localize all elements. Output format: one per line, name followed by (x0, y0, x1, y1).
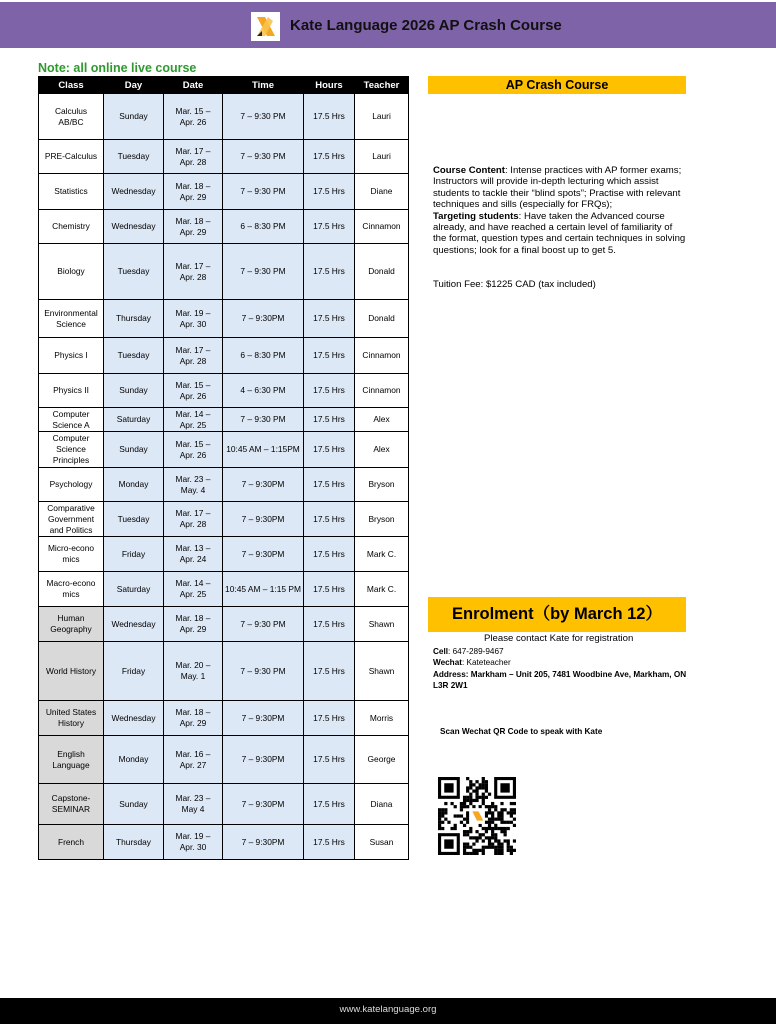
class-cell-line: Language (52, 759, 90, 770)
time-cell: 10:45 AM – 1:15 PM (223, 572, 304, 607)
class-cell-line: PRE-Calculus (44, 151, 98, 161)
class-cell-line: SEMINAR (51, 804, 91, 814)
class-cell-line: Calculus (54, 105, 88, 116)
class-cell-line: Environmental (44, 307, 98, 318)
date-cell-line: Mar. 17 – (175, 145, 211, 156)
header-bar (0, 2, 776, 48)
time-cell: 7 – 9:30 PM (223, 607, 304, 642)
teacher-cell: Donald (355, 300, 409, 338)
table-row (39, 701, 409, 736)
date-cell-line: Mar. 17 – (175, 260, 211, 271)
time-cell: 7 – 9:30 PM (223, 94, 304, 140)
column-header: Teacher (355, 77, 409, 94)
table-row (39, 537, 409, 572)
time-cell: 7 – 9:30PM (223, 537, 304, 572)
contact-instruction: Please contact Kate for registration (484, 633, 634, 644)
date-cell-line: Apr. 24 (179, 554, 207, 564)
address-label: Address (433, 669, 466, 679)
hours-cell: 17.5 Hrs (304, 642, 355, 701)
hours-cell: 17.5 Hrs (304, 537, 355, 572)
hours-cell: 17.5 Hrs (304, 300, 355, 338)
hours-cell: 17.5 Hrs (304, 502, 355, 537)
date-cell-line: Mar. 23 – (175, 793, 211, 803)
class-cell (39, 607, 104, 642)
date-cell-line: Mar. 19 – (175, 831, 211, 841)
day-cell: Tuesday (104, 502, 164, 537)
day-cell: Tuesday (104, 140, 164, 174)
tuition-fee: Tuition Fee: $1225 CAD (tax included) (433, 279, 596, 290)
class-cell-line: History (57, 718, 85, 728)
hours-cell: 17.5 Hrs (304, 338, 355, 374)
address-value: : Markham – Unit 205, 7481 Woodbine Ave, Markham, ON L3R 2W1 (433, 669, 687, 691)
class-cell-line: Micro-econo (47, 543, 95, 553)
address-line (433, 669, 693, 692)
date-cell-line: Mar. 20 – (175, 660, 211, 670)
cell-value: : 647-289-9467 (448, 647, 504, 656)
table-row (39, 210, 409, 244)
date-cell (164, 300, 223, 338)
hours-cell: 17.5 Hrs (304, 174, 355, 210)
teacher-cell: Alex (355, 408, 409, 432)
date-cell-line: Apr. 29 (179, 226, 207, 237)
table-row (39, 468, 409, 502)
table-row (39, 736, 409, 784)
hours-cell: 17.5 Hrs (304, 210, 355, 244)
date-cell (164, 244, 223, 300)
class-cell-line: Science (56, 318, 86, 329)
table-row (39, 94, 409, 140)
date-cell (164, 642, 223, 701)
date-cell-line: Mar. 15 – (175, 105, 211, 116)
date-cell (164, 701, 223, 736)
column-header: Date (164, 77, 223, 94)
day-cell: Sunday (104, 784, 164, 825)
time-cell: 4 – 6:30 PM (223, 374, 304, 408)
class-cell-line: Government (47, 513, 95, 524)
hours-cell: 17.5 Hrs (304, 607, 355, 642)
time-cell: 7 – 9:30PM (223, 300, 304, 338)
teacher-cell: Alex (355, 432, 409, 468)
class-cell (39, 300, 104, 338)
table-row (39, 300, 409, 338)
class-cell (39, 642, 104, 701)
class-cell (39, 140, 104, 174)
class-cell (39, 374, 104, 408)
targeting-label: Targeting students (433, 210, 519, 222)
hours-cell: 17.5 Hrs (304, 736, 355, 784)
class-cell-line: Computer (52, 408, 90, 419)
table-row (39, 338, 409, 374)
table-row (39, 825, 409, 860)
date-cell (164, 374, 223, 408)
day-cell: Wednesday (104, 701, 164, 736)
class-cell-line: Chemistry (52, 221, 90, 231)
date-cell-line: Apr. 25 (179, 589, 207, 599)
class-cell (39, 468, 104, 502)
date-cell-line: Apr. 29 (179, 191, 207, 202)
teacher-cell: Mark C. (355, 537, 409, 572)
class-cell (39, 432, 104, 468)
teacher-cell: Susan (355, 825, 409, 860)
class-cell (39, 502, 104, 537)
date-cell-line: Mar. 18 – (175, 707, 211, 717)
class-cell-line: Geography (50, 624, 92, 634)
date-cell-line: Apr. 25 (179, 419, 207, 430)
time-cell: 10:45 AM – 1:15PM (223, 432, 304, 468)
footer-bar (0, 998, 776, 1024)
table-header-row (39, 77, 409, 94)
class-cell (39, 572, 104, 607)
class-cell-line: mics (62, 589, 80, 599)
table-row (39, 784, 409, 825)
cell-label: Cell (433, 647, 449, 656)
date-cell (164, 736, 223, 784)
hours-cell: 17.5 Hrs (304, 408, 355, 432)
header-title: Kate Language 2026 AP Crash Course (290, 17, 562, 34)
class-cell-line: Statistics (54, 186, 88, 196)
day-cell: Wednesday (104, 174, 164, 210)
class-cell-line: Macro-econo (46, 578, 96, 588)
class-cell-line: Physics II (53, 385, 89, 395)
footer-url[interactable]: www.katelanguage.org (339, 1004, 437, 1015)
class-cell-line: and Politics (49, 524, 93, 535)
teacher-cell: Morris (355, 701, 409, 736)
time-cell: 7 – 9:30PM (223, 736, 304, 784)
table-row (39, 572, 409, 607)
date-cell-line: Mar. 14 – (175, 408, 211, 419)
teacher-cell: Mark C. (355, 572, 409, 607)
time-cell: 7 – 9:30 PM (223, 244, 304, 300)
table-row (39, 642, 409, 701)
teacher-cell: Diana (355, 784, 409, 825)
class-cell-line: Science A (52, 419, 90, 430)
date-cell-line: Mar. 18 – (175, 613, 211, 623)
time-cell: 7 – 9:30PM (223, 701, 304, 736)
date-cell (164, 94, 223, 140)
date-cell-line: Mar. 14 – (175, 578, 211, 588)
date-cell-line: Apr. 28 (179, 519, 207, 529)
hours-cell: 17.5 Hrs (304, 374, 355, 408)
class-cell-line: Science (56, 444, 86, 454)
day-cell: Tuesday (104, 244, 164, 300)
teacher-cell: George (355, 736, 409, 784)
hours-cell: 17.5 Hrs (304, 784, 355, 825)
date-cell (164, 825, 223, 860)
date-cell-line: May. 4 (180, 484, 206, 495)
date-cell-line: May. 1 (180, 671, 206, 681)
column-header: Day (104, 77, 164, 94)
cell-line (433, 646, 693, 657)
day-cell: Friday (104, 537, 164, 572)
hours-cell: 17.5 Hrs (304, 572, 355, 607)
table-row (39, 502, 409, 537)
class-cell (39, 338, 104, 374)
wechat-label: Wechat (433, 658, 462, 668)
teacher-cell: Diane (355, 174, 409, 210)
class-cell-line: Human (57, 613, 85, 623)
day-cell: Saturday (104, 408, 164, 432)
date-cell-line: Apr. 27 (179, 759, 207, 770)
time-cell: 6 – 8:30 PM (223, 338, 304, 374)
table-row (39, 244, 409, 300)
schedule-table (38, 76, 409, 860)
date-cell (164, 174, 223, 210)
class-cell-line: Physics I (54, 350, 88, 360)
date-cell-line: Apr. 30 (179, 842, 207, 852)
class-cell (39, 244, 104, 300)
table-row (39, 432, 409, 468)
day-cell: Thursday (104, 825, 164, 860)
day-cell: Monday (104, 736, 164, 784)
hours-cell: 17.5 Hrs (304, 432, 355, 468)
hours-cell: 17.5 Hrs (304, 94, 355, 140)
date-cell (164, 784, 223, 825)
time-cell: 7 – 9:30 PM (223, 174, 304, 210)
date-cell-line: Apr. 26 (179, 390, 207, 401)
targeting-text: : Have taken the Advanced course already, and have reached a certain level of familiarity of the format, question types and certain techniques in solving questions; look for a final boost up to get 5. (433, 210, 686, 256)
date-cell-line: Mar. 18 – (175, 180, 211, 191)
class-cell (39, 537, 104, 572)
time-cell: 7 – 9:30PM (223, 502, 304, 537)
teacher-cell: Bryson (355, 468, 409, 502)
date-cell-line: Apr. 29 (179, 624, 207, 634)
day-cell: Monday (104, 468, 164, 502)
teacher-cell: Cinnamon (355, 338, 409, 374)
date-cell-line: Mar. 23 – (175, 473, 211, 484)
qr-code-icon[interactable] (438, 777, 516, 855)
table-row (39, 607, 409, 642)
table-row (39, 408, 409, 432)
time-cell: 7 – 9:30 PM (223, 642, 304, 701)
class-cell-line: French (57, 836, 85, 847)
class-cell-line: Principles (52, 455, 90, 465)
class-cell (39, 174, 104, 210)
teacher-cell: Cinnamon (355, 210, 409, 244)
day-cell: Wednesday (104, 607, 164, 642)
day-cell: Thursday (104, 300, 164, 338)
date-cell-line: Mar. 18 – (175, 215, 211, 226)
day-cell: Friday (104, 642, 164, 701)
course-description (433, 165, 688, 256)
date-cell-line: Apr. 26 (179, 116, 207, 127)
date-cell (164, 408, 223, 432)
teacher-cell: Cinnamon (355, 374, 409, 408)
class-cell-line: Computer (52, 433, 90, 443)
time-cell: 7 – 9:30PM (223, 825, 304, 860)
time-cell: 7 – 9:30 PM (223, 140, 304, 174)
day-cell: Sunday (104, 374, 164, 408)
hours-cell: 17.5 Hrs (304, 825, 355, 860)
day-cell: Saturday (104, 572, 164, 607)
date-cell (164, 537, 223, 572)
class-cell-line: United States (45, 707, 97, 717)
day-cell: Tuesday (104, 338, 164, 374)
teacher-cell: Lauri (355, 94, 409, 140)
teacher-cell: Shawn (355, 642, 409, 701)
class-cell-line: Biology (57, 266, 85, 276)
class-cell-line: AB/BC (58, 116, 84, 127)
time-cell: 6 – 8:30 PM (223, 210, 304, 244)
class-cell-line: Capstone- (51, 793, 91, 803)
date-cell-line: Apr. 28 (179, 271, 207, 282)
date-cell (164, 210, 223, 244)
time-cell: 7 – 9:30PM (223, 784, 304, 825)
date-cell-line: Apr. 30 (179, 318, 207, 329)
day-cell: Sunday (104, 432, 164, 468)
class-cell (39, 784, 104, 825)
teacher-cell: Donald (355, 244, 409, 300)
date-cell-line: Mar. 17 – (175, 508, 211, 518)
date-cell (164, 468, 223, 502)
time-cell: 7 – 9:30 PM (223, 408, 304, 432)
class-cell (39, 701, 104, 736)
day-cell: Sunday (104, 94, 164, 140)
date-cell (164, 502, 223, 537)
date-cell-line: Mar. 17 – (175, 344, 211, 355)
column-header: Time (223, 77, 304, 94)
hours-cell: 17.5 Hrs (304, 244, 355, 300)
class-cell-line: English (57, 748, 85, 759)
scan-instruction: Scan Wechat QR Code to speak with Kate (440, 727, 603, 736)
date-cell-line: Mar. 13 – (175, 543, 211, 553)
wechat-value: : Kateteacher (461, 658, 511, 668)
date-cell (164, 607, 223, 642)
teacher-cell: Lauri (355, 140, 409, 174)
class-cell-line: mics (62, 554, 80, 564)
hours-cell: 17.5 Hrs (304, 140, 355, 174)
column-header: Class (39, 77, 104, 94)
hours-cell: 17.5 Hrs (304, 701, 355, 736)
table-body (39, 94, 409, 860)
table-row (39, 174, 409, 210)
column-header: Hours (304, 77, 355, 94)
class-cell-line: World History (45, 665, 97, 676)
date-cell-line: May 4 (181, 804, 205, 814)
date-cell-line: Mar. 19 – (175, 307, 211, 318)
teacher-cell: Shawn (355, 607, 409, 642)
date-cell (164, 572, 223, 607)
class-cell (39, 94, 104, 140)
date-cell-line: Apr. 28 (179, 355, 207, 366)
online-note: Note: all online live course (38, 61, 197, 75)
class-cell (39, 736, 104, 784)
time-cell: 7 – 9:30PM (223, 468, 304, 502)
date-cell-line: Apr. 26 (179, 449, 207, 460)
class-cell (39, 210, 104, 244)
teacher-cell: Bryson (355, 502, 409, 537)
day-cell: Wednesday (104, 210, 164, 244)
ap-crash-course-title: AP Crash Course (428, 76, 686, 94)
enrolment-title: Enrolment（by March 12） (428, 597, 686, 632)
class-cell-line: Comparative (47, 502, 95, 513)
date-cell (164, 432, 223, 468)
course-content-text: : Intense practices with AP former exams; Instructors will provide in-depth lecturing which assist students to tackle their “blind spots”; Practise with relevant techniques and sills (especially for FRQs); (433, 165, 682, 211)
class-cell (39, 825, 104, 860)
date-cell-line: Mar. 16 – (175, 748, 211, 759)
date-cell-line: Apr. 29 (179, 718, 207, 728)
date-cell-line: Mar. 15 – (175, 438, 211, 449)
contact-info (433, 646, 693, 692)
date-cell (164, 338, 223, 374)
hours-cell: 17.5 Hrs (304, 468, 355, 502)
date-cell (164, 140, 223, 174)
date-cell-line: Mar. 15 – (175, 379, 211, 390)
course-content-label: Course Content (433, 165, 505, 176)
date-cell-line: Apr. 28 (179, 156, 207, 167)
table-row (39, 374, 409, 408)
wechat-line (433, 657, 693, 668)
logo-icon (251, 12, 280, 41)
class-cell (39, 408, 104, 432)
class-cell-line: Psychology (49, 479, 93, 489)
table-row (39, 140, 409, 174)
